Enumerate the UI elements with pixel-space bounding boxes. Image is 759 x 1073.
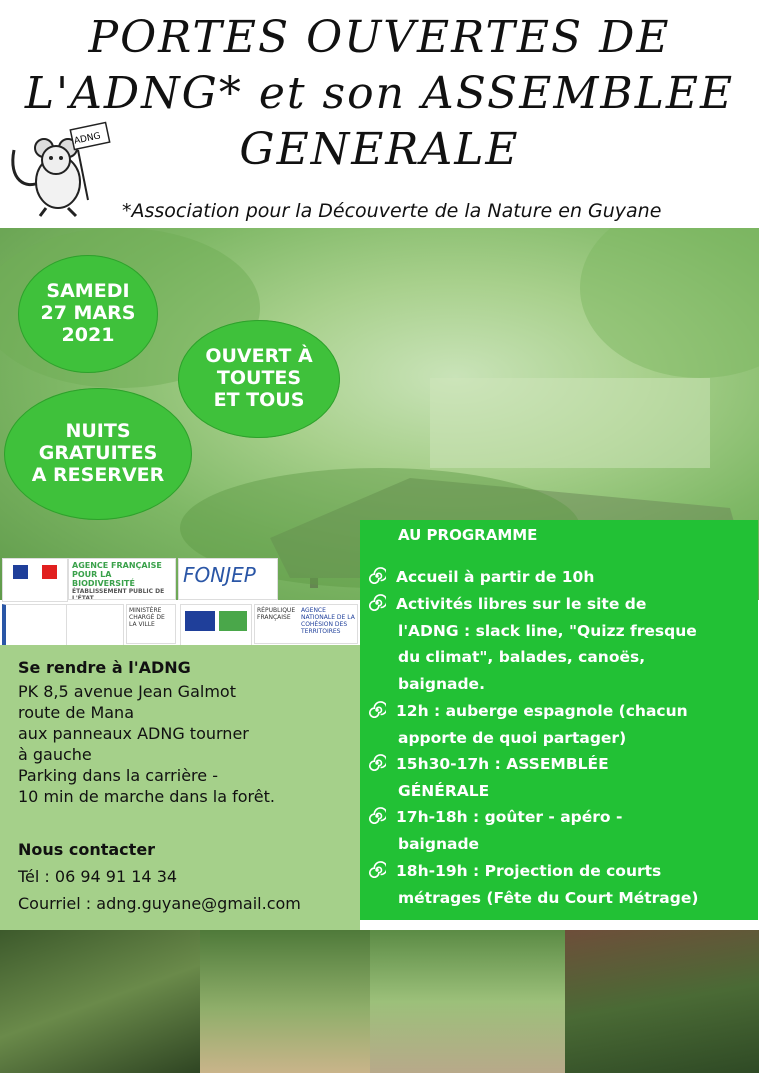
afb-logo-subtext: ÉTABLISSEMENT PUBLIC DE L'ÉTAT: [72, 588, 165, 600]
program-item-text: du climat", balades, canoës,: [398, 648, 646, 666]
program-item: [368, 804, 753, 857]
program-item-text: 12h : auberge espagnole (chacun: [396, 702, 688, 720]
program-item-text: apporte de quoi partager): [398, 728, 627, 747]
program-item-text: métrages (Fête du Court Métrage): [398, 888, 699, 907]
afb-logo-text: AGENCE FRANÇAISE POUR LA BIODIVERSITÉ: [72, 561, 162, 588]
spiral-icon: [368, 567, 386, 585]
poster-header: [0, 0, 759, 228]
program-item: [368, 751, 753, 804]
nights-badge-line: A RESERVER: [31, 463, 165, 486]
date-badge-line: 2021: [61, 323, 115, 346]
access-heading: Se rendre à l'ADNG: [18, 658, 191, 677]
access-line: aux panneaux ADNG tourner: [18, 724, 249, 743]
access-line: à gauche: [18, 745, 92, 764]
open-badge-line: ET TOUS: [213, 388, 305, 411]
contact-email: Courriel : adng.guyane@gmail.com: [18, 894, 301, 913]
program-item-text: 18h-19h : Projection de courts: [396, 862, 662, 880]
spiral-icon: [368, 701, 386, 719]
contact-heading: Nous contacter: [18, 840, 156, 859]
program-item-text: baignade.: [398, 674, 485, 693]
title-line-1: PORTES OUVERTES DE: [88, 12, 671, 63]
contact-phone: Tél : 06 94 91 14 34: [18, 867, 178, 886]
program-item: [368, 858, 753, 911]
date-badge: [18, 255, 158, 373]
anct-logo: [254, 604, 358, 644]
rat-sign-text: ADNG: [73, 131, 102, 147]
anct-text: AGENCE NATIONALE DE LA COHÉSION DES TERRITOIRES: [301, 607, 355, 635]
spiral-icon: [368, 861, 386, 879]
nights-badge-line: NUITS: [65, 420, 131, 443]
ministere-ville-logo: MINISTÈRE CHARGÉ DE LA VILLE: [126, 604, 176, 644]
anct-republique-text: RÉPUBLIQUE FRANÇAISE: [257, 607, 296, 621]
photo-strip: [0, 930, 759, 1073]
date-badge-line: SAMEDI: [46, 280, 130, 303]
program-item-text: Activités libres sur le site de: [396, 595, 647, 613]
site-path-photo: [370, 930, 565, 1073]
open-badge-line: TOUTES: [216, 367, 302, 390]
partner-logos: [0, 556, 360, 646]
spiral-icon: [368, 807, 386, 825]
access-line: PK 8,5 avenue Jean Galmot: [18, 682, 236, 701]
program-item-text: GÉNÉRALE: [398, 781, 490, 800]
open-to-all-badge: [178, 320, 340, 438]
group-walk-photo: [200, 930, 370, 1073]
title-line-3: GENERALE: [239, 124, 520, 175]
title-line-2: L'ADNG* et son ASSEMBLEE: [24, 68, 735, 119]
access-contact-panel: [0, 645, 360, 930]
rat-mascot-icon: [6, 120, 118, 220]
republique-logo: [2, 558, 68, 602]
open-badge-line: OUVERT À: [205, 345, 313, 368]
forest-trees-photo: [565, 930, 759, 1073]
ministry-environment-logo: [2, 604, 67, 646]
spiral-icon: [368, 754, 386, 772]
program-item-text: Accueil à partir de 10h: [396, 568, 595, 586]
program-item-text: baignade: [398, 834, 480, 853]
access-line: 10 min de marche dans la forêt.: [18, 787, 275, 806]
program-title: AU PROGRAMME: [398, 526, 538, 544]
nights-badge-line: GRATUITES: [38, 442, 158, 465]
program-item: [368, 564, 753, 591]
fonjep-logo: FONJEP: [178, 558, 278, 600]
access-line: route de Mana: [18, 703, 134, 722]
afb-logo: [68, 558, 176, 600]
date-badge-line: 27 MARS: [40, 302, 136, 325]
program-item-text: 15h30-17h : ASSEMBLÉE: [396, 755, 609, 773]
program-item: [368, 698, 753, 751]
ministry-sport-logo: [66, 604, 124, 646]
access-line: Parking dans la carrière -: [18, 766, 218, 785]
program-item-text: 17h-18h : goûter - apéro -: [396, 808, 623, 826]
program-item: [368, 591, 753, 697]
program-item-text: l'ADNG : slack line, "Quizz fresque: [398, 621, 697, 640]
subtitle: *Association pour la Découverte de la Nature en Guyane: [122, 200, 662, 222]
free-nights-badge: [4, 388, 192, 520]
spiral-icon: [368, 594, 386, 612]
mangrove-photo: [0, 930, 200, 1073]
program-panel: [360, 520, 758, 920]
eu-leader-logo: [180, 604, 252, 646]
